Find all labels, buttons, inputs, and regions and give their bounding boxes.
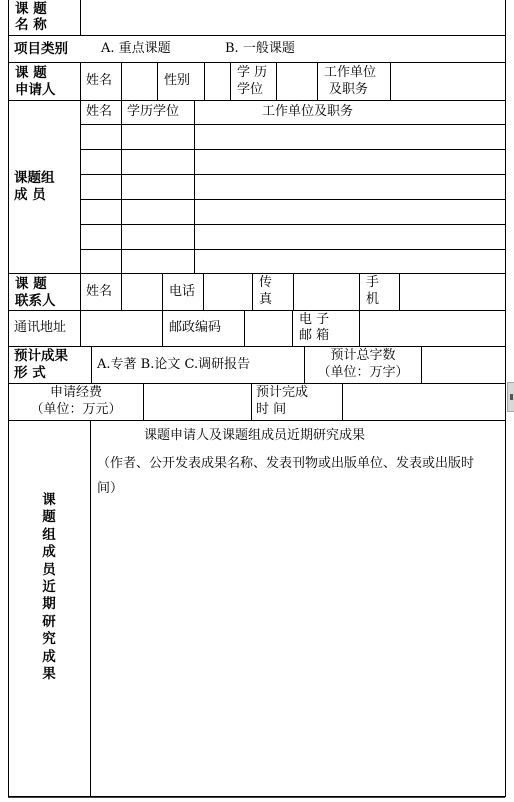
contact-fax-label-line1: 传 <box>259 275 273 290</box>
applicant-degree-field[interactable] <box>277 63 317 100</box>
postcode-field[interactable] <box>245 311 292 346</box>
member-degree-cell[interactable] <box>122 125 194 149</box>
outcome-options[interactable]: A.专著 B.论文 C.调研报告 <box>97 357 251 372</box>
contact-name-label: 姓名 <box>86 284 113 299</box>
page-edge <box>8 797 505 798</box>
member-degree-cell[interactable] <box>122 225 194 249</box>
member-name-cell[interactable] <box>81 175 121 199</box>
contact-mobile-field[interactable] <box>400 274 505 310</box>
completion-field[interactable] <box>343 384 505 420</box>
funding-label-line1: 申请经费 <box>49 385 102 400</box>
rule <box>230 62 231 100</box>
applicant-label-line1: 课 题 <box>15 65 47 81</box>
applicant-label-line2: 申请人 <box>15 82 56 98</box>
member-degree-cell[interactable] <box>122 250 194 273</box>
email-field[interactable] <box>360 311 505 346</box>
rule <box>91 346 92 383</box>
member-degree-cell[interactable] <box>122 200 194 224</box>
recent-note-line2: 间） <box>97 481 124 496</box>
rule <box>359 273 360 310</box>
member-work-cell[interactable] <box>195 225 505 249</box>
contact-label-line2: 联系人 <box>15 293 56 309</box>
rule <box>8 35 505 36</box>
category-option-b[interactable]: B. 一般课题 <box>225 41 295 56</box>
member-name-cell[interactable] <box>81 225 121 249</box>
member-name-cell[interactable] <box>81 250 121 273</box>
words-label-line2: （单位：万字） <box>317 365 409 380</box>
members-col-work: 工作单位及职务 <box>262 104 354 119</box>
rule <box>162 310 163 346</box>
contact-phone-label: 电话 <box>169 284 196 299</box>
outcome-label-line1: 预计成果 <box>14 348 68 364</box>
side-scroll-handle[interactable] <box>507 382 514 412</box>
funding-label-line2: （单位：万元） <box>30 402 122 417</box>
rule <box>8 100 505 101</box>
grip-icon <box>510 394 513 400</box>
completion-label-line2: 时 间 <box>256 402 287 417</box>
contact-phone-field[interactable] <box>204 274 252 310</box>
title-label-line2: 名 称 <box>15 17 47 33</box>
member-work-cell[interactable] <box>195 125 505 149</box>
member-work-cell[interactable] <box>195 200 505 224</box>
funding-field[interactable] <box>144 384 251 420</box>
contact-mobile-label-line2: 机 <box>366 292 380 307</box>
recent-side-label: 课 题 组 成 员 近 期 研 究 成 果 <box>42 492 56 683</box>
applicant-work-label-line1: 工作单位 <box>324 65 377 80</box>
postcode-label: 邮政编码 <box>169 320 222 335</box>
member-work-cell[interactable] <box>195 175 505 199</box>
rule <box>162 273 163 310</box>
applicant-degree-label-line2: 学位 <box>237 82 264 97</box>
recent-research-field[interactable] <box>91 500 505 796</box>
member-work-cell[interactable] <box>195 250 505 273</box>
member-name-cell[interactable] <box>81 150 121 174</box>
rule <box>317 62 318 100</box>
recent-heading: 课题申请人及课题组成员近期研究成果 <box>144 428 366 443</box>
applicant-name-field[interactable] <box>122 63 157 100</box>
outcome-label-line2: 形 式 <box>14 365 46 381</box>
members-col-degree: 学历学位 <box>127 104 180 119</box>
rule <box>251 383 252 420</box>
rule <box>157 62 158 100</box>
contact-mobile-label-line1: 手 <box>366 275 380 290</box>
applicant-degree-label-line1: 学 历 <box>237 65 268 80</box>
title-field[interactable] <box>81 0 505 35</box>
applicant-name-label: 姓名 <box>86 73 113 88</box>
contact-fax-label-line2: 真 <box>259 292 273 307</box>
members-label-line2: 成 员 <box>14 187 46 203</box>
rule <box>8 420 505 421</box>
email-label-line2: 邮 箱 <box>299 328 330 343</box>
title-label-line1: 课 题 <box>15 1 47 17</box>
applicant-work-field[interactable] <box>391 63 505 100</box>
words-label-line1: 预计总字数 <box>330 348 396 363</box>
address-label: 通讯地址 <box>14 320 67 335</box>
member-name-cell[interactable] <box>81 200 121 224</box>
applicant-work-label-line2: 及职务 <box>329 82 369 97</box>
rule <box>292 310 293 346</box>
contact-fax-field[interactable] <box>294 274 359 310</box>
email-label-line1: 电 子 <box>299 312 330 327</box>
category-option-a[interactable]: A. 重点课题 <box>101 41 171 56</box>
member-degree-cell[interactable] <box>122 175 194 199</box>
members-col-name: 姓名 <box>86 104 113 119</box>
rule <box>252 273 253 310</box>
member-name-cell[interactable] <box>81 125 121 149</box>
member-work-cell[interactable] <box>195 150 505 174</box>
member-degree-cell[interactable] <box>122 150 194 174</box>
contact-label-line1: 课 题 <box>15 276 47 292</box>
members-label-line1: 课题组 <box>14 170 55 186</box>
completion-label-line1: 预计完成 <box>256 385 309 400</box>
contact-name-field[interactable] <box>122 274 162 310</box>
rule <box>505 0 506 797</box>
applicant-gender-label: 性别 <box>164 73 191 88</box>
category-label: 项目类别 <box>14 41 68 57</box>
recent-note-line1: （作者、公开发表成果名称、发表刊物或出版单位、发表或出版时 <box>97 456 475 471</box>
applicant-gender-field[interactable] <box>205 63 230 100</box>
address-field[interactable] <box>81 311 162 346</box>
words-field[interactable] <box>422 347 505 383</box>
